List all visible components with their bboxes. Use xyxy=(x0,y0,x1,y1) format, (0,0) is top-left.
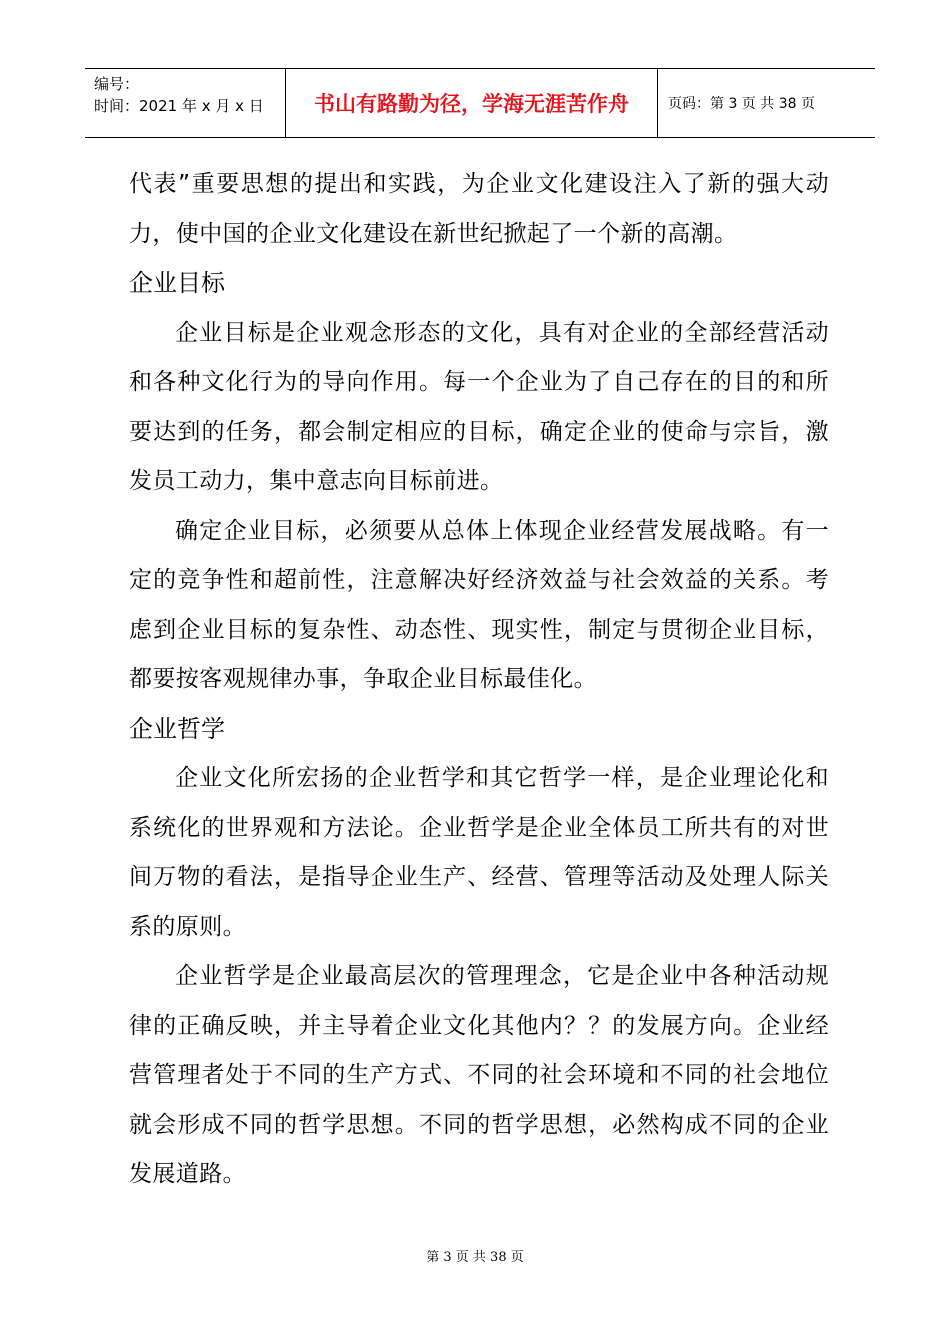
paragraph: 企业文化所宏扬的企业哲学和其它哲学一样，是企业理论化和系统化的世界观和方法论。企业哲学是企业全体员工所共有的对世间万物的看法，是指导企业生产、经营、管理等活动及处理人际关系的原则。 xyxy=(129,765,829,940)
section-heading-philosophy: 企业哲学 xyxy=(129,714,225,743)
paragraph: 企业哲学是企业最高层次的管理理念，它是企业中各种活动规律的正确反映，并主导着企业文化其他内？？的发展方向。企业经营管理者处于不同的生产方式、不同的社会环境和不同的社会地位就会形成不同的哲学思想。不同的哲学思想，必然构成不同的企业发展道路。 xyxy=(129,963,829,1187)
header-motto: 书山有路勤为径，学海无涯苦作舟 xyxy=(286,69,658,137)
document-time-label: 时间：2021 年 x 月 x 日 xyxy=(94,97,264,115)
paragraph: 确定企业目标，必须要从总体上体现企业经营发展战略。有一定的竞争性和超前性，注意解决好经济效益与社会效益的关系。考虑到企业目标的复杂性、动态性、现实性，制定与贯彻企业目标，都要按客观规律办事，争取企业目标最佳化。 xyxy=(129,517,829,692)
paragraph: 企业目标是企业观念形态的文化，具有对企业的全部经营活动和各种文化行为的导向作用。每一个企业为了自己存在的目的和所要达到的任务，都会制定相应的目标，确定企业的使命与宗旨，激发员工动力，集中意志向目标前进。 xyxy=(129,319,829,494)
document-body xyxy=(129,160,829,1200)
document-number-label: 编号： xyxy=(94,75,140,93)
continued-paragraph: 代表”重要思想的提出和实践，为企业文化建设注入了新的强大动力，使中国的企业文化建设在新世纪掀起了一个新的高潮。 xyxy=(129,171,829,247)
header-page-label: 页码：第 3 页 共 38 页 xyxy=(668,96,815,112)
header-meta-cell xyxy=(85,69,286,137)
section-heading-goals: 企业目标 xyxy=(129,269,225,297)
page-header xyxy=(85,68,875,138)
page-footer: 第 3 页 共 38 页 xyxy=(426,1250,524,1265)
